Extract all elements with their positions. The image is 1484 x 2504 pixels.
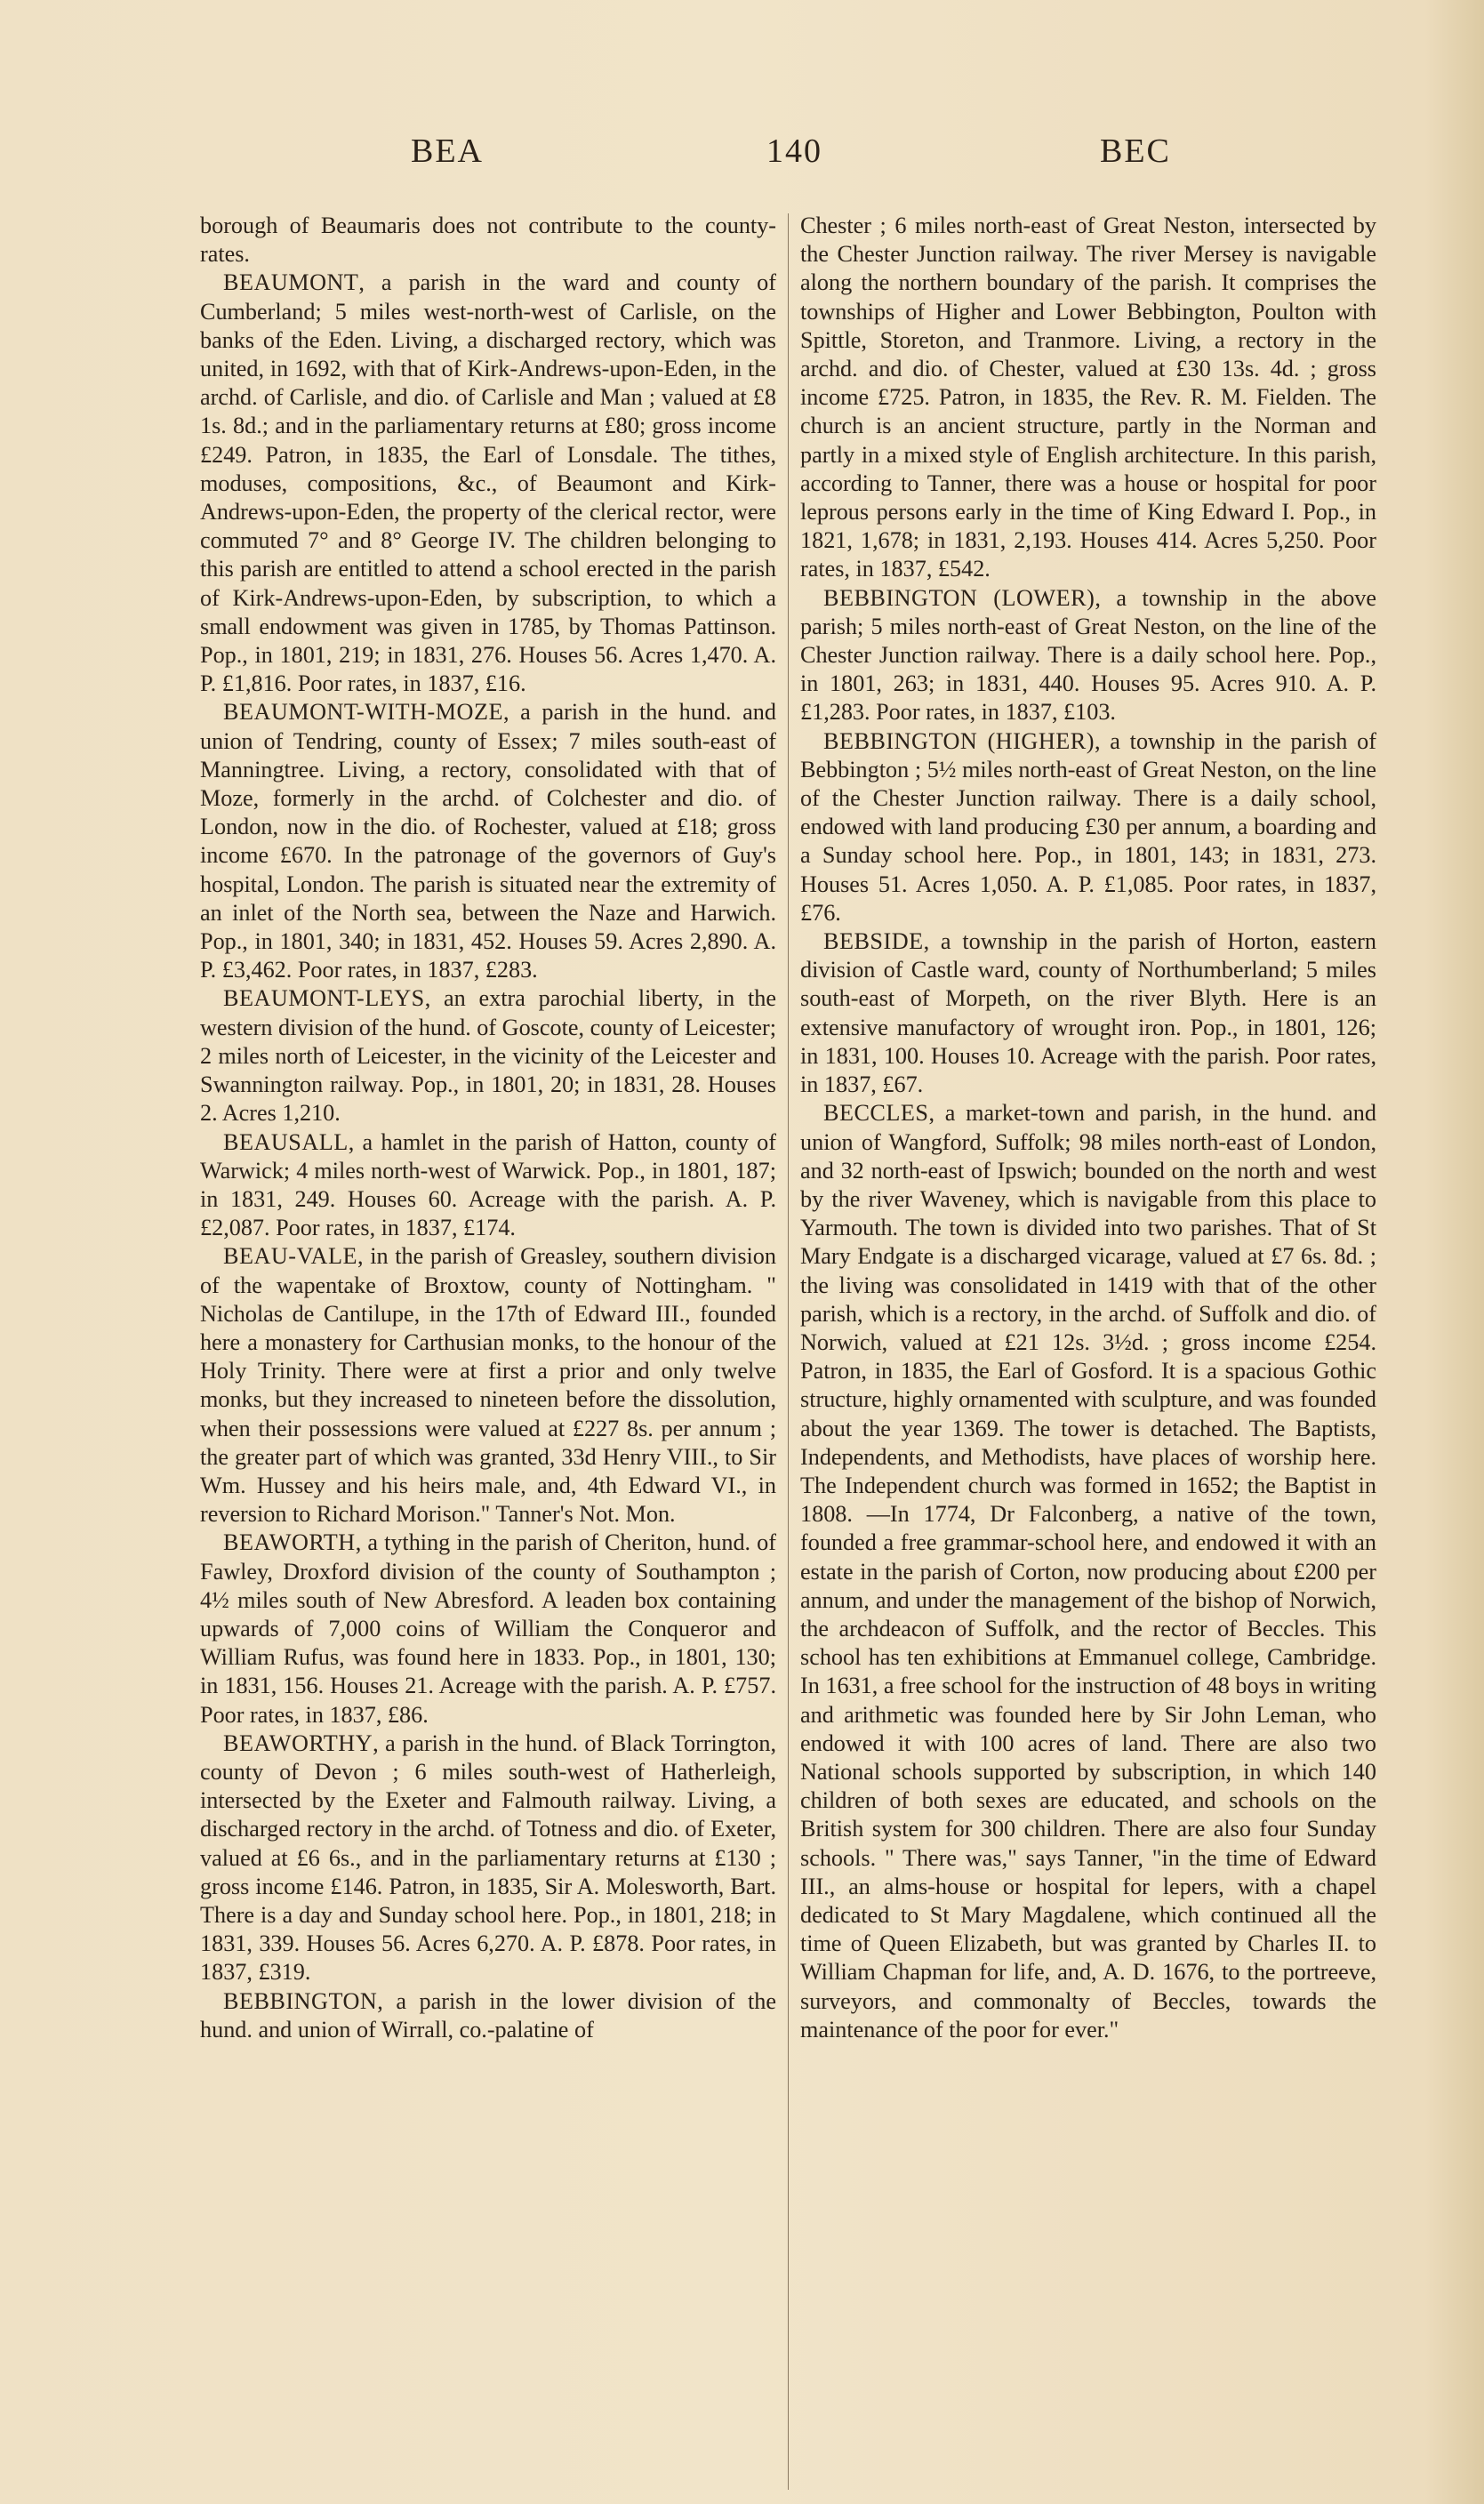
entry-heading: BEAU-VALE [223,1243,357,1270]
gazetteer-entry [200,698,776,984]
entry-heading: BEAWORTH [223,1529,356,1556]
entry-heading: BECCLES [823,1100,929,1127]
gazetteer-entry [800,727,1376,927]
header-left-word: BEA [411,132,484,170]
entry-text: , a township in the parish of Bebbington ; 5½ miles north-east of Great Neston, on the line of the Chester Junction railway. There is a daily school, endowed with land producing £30 per annum, a boarding and a Sunday school here. Pop., in 1801, 143; in 1831, 273. Houses 51. Acres 1,050. A. P. £1,085. Poor rates, in 1837, £76. [800,727,1376,926]
gazetteer-entry: Chester ; 6 miles north-east of Great Neston, intersected by the Chester Junction railway. The river Mersey is navigable along the northern boundary of the parish. It comprises the townships of Higher and Lower Bebbington, Poulton with Spittle, Storeton, and Tranmore. Living, a rectory in the archd. and dio. of Chester, valued at £30 13s. 4d. ; gross income £725. Patron, in 1835, the Rev. R. M. Fielden. The church is an ancient structure, partly in the Norman and partly in a mixed style of English architecture. In this parish, according to Tanner, there was a house or hospital for poor leprous persons early in the time of King Edward I. Pop., in 1821, 1,678; in 1831, 2,193. Houses 414. Acres 5,250. Poor rates, in 1837, £542. [800,213,1376,582]
entry-text: , a market-town and parish, in the hund. and union of Wangford, Suffolk; 98 miles north-east of London, and 32 north-east of Ipswich; bounded on the north and west by the river Waveney, which is navigable from this place to Yarmouth. The town is divided into two parishes. That of St Mary Endgate is a discharged vicarage, valued at £7 6s. 8d. ; the living was consolidated in 1419 with that of the other parish, which is a rectory, in the archd. of Suffolk and dio. of Norwich, valued at £21 12s. 3½d. ; gross income £254. Patron, in 1835, the Earl of Gosford. It is a spacious Gothic structure, highly ornamented with sculpture, and was founded about the year 1369. The tower is detached. The Baptists, Independents, and Methodists, have places of worship here. The Independent church was formed in 1652; the Baptist in 1808. —In 1774, Dr Falconberg, a native of the town, founded a free grammar-school here, and endowed it with an estate in the parish of Corton, now producing about £200 per annum, and under the management of the bishop of Norwich, the archdeacon of Suffolk, and the rector of Beccles. This school has ten exhibitions at Emmanuel college, Cambridge. In 1631, a free school for the instruction of 48 boys in writing and arithmetic was founded here by Sir John Leman, who endowed it with 100 acres of land. There are also two National schools supported by subscription, in which 140 children of both sexes are educated, and schools on the British system for 300 children. There are also four Sunday schools. " There was," says Tanner, "in the time of Edward III., an alms-house or hospital for lepers, with a chapel dedicated to St Mary Magdalene, which continued all the time of Queen Elizabeth, but was granted by Charles II. to William Chapman for life, and, A. D. 1676, to the portreeve, surveyors, and commonalty of Beccles, towards the maintenance of the poor for ever." [800,1100,1377,2043]
entry-heading: BEBBINGTON [223,1987,378,2014]
entry-heading: BEBBINGTON (HIGHER) [823,727,1095,754]
gazetteer-entry [200,984,776,1128]
gazetteer-entry [800,927,1376,1099]
gazetteer-entry [200,1128,776,1243]
entry-heading: BEAUMONT [223,269,359,296]
right-column [800,212,1376,2044]
gazetteer-entry [200,1529,776,1729]
gazetteer-entry: borough of Beaumaris does not contribute to the county-rates. [200,213,776,268]
gazetteer-entry [800,584,1376,727]
running-header [0,132,1484,176]
entry-text: , a township in the parish of Horton, eastern division of Castle ward, county of Northumberland; 5 miles south-east of Morpeth, on the river Blyth. Here is an extensive manufactory of wrought iron. Pop., in 1801, 126; in 1831, 100. Houses 10. Acreage with the parish. Poor rates, in 1837, £67. [800,928,1376,1098]
entry-text: , a parish in the hund. and union of Tendring, county of Essex; 7 miles south-east of Manningtree. Living, a rectory, consolidated with that of Moze, formerly in the archd. of Colchester and dio. of London, now in the dio. of Rochester, valued at £18; gross income £670. In the patronage of the governors of Guy's hospital, London. The parish is situated near the extremity of an inlet of the North sea, between the Naze and Harwich. Pop., in 1801, 340; in 1831, 452. Houses 59. Acres 2,890. A. P. £3,462. Poor rates, in 1837, £283. [200,699,776,983]
page-number: 140 [766,132,822,170]
entry-heading: BEBBINGTON (LOWER) [823,584,1095,611]
entry-heading: BEBSIDE [823,928,924,955]
entry-text: , a tything in the parish of Cheriton, hund. of Fawley, Droxford division of the county of Southampton ; 4½ miles south of New Abresford. A leaden box containing upwards of 7,000 coins of William the Conqueror and William Rufus, was found here in 1833. Pop., in 1801, 130; in 1831, 156. Houses 21. Acreage with the parish. A. P. £757. Poor rates, in 1837, £86. [200,1529,776,1728]
header-right-word: BEC [1100,132,1171,170]
column-divider [788,213,789,2490]
gazetteer-entry [800,1099,1376,2044]
gazetteer-entry [200,1987,776,2044]
entry-heading: BEAWORTHY [223,1730,373,1756]
gazetteer-entry [200,269,776,698]
entry-text: , an extra parochial liberty, in the western division of the hund. of Goscote, county of Leicester; 2 miles north of Leicester, in the vicinity of the Leicester and Swannington railway. Pop., in 1801, 20; in 1831, 28. Houses 2. Acres 1,210. [200,985,776,1127]
entry-text: , a township in the above parish; 5 miles north-east of Great Neston, on the line of the Chester Junction railway. There is a daily school here. Pop., in 1801, 263; in 1831, 440. Houses 95. Acres 910. A. P. £1,283. Poor rates, in 1837, £103. [800,584,1376,726]
entry-text: , in the parish of Greasley, southern division of the wapentake of Broxtow, county of Nottingham. " Nicholas de Cantilupe, in the 17th of Edward III., founded here a monastery for Carthusian monks, to the honour of the Holy Trinity. There were at first a prior and only twelve monks, but they increased to nineteen before the dissolution, when their possessions were valued at £227 8s. per annum ; the greater part of which was granted, 33d Henry VIII., to Sir Wm. Hussey and his heirs male, and, 4th Edward VI., in reversion to Richard Morison." Tanner's Not. Mon. [200,1243,776,1528]
entry-text: , a parish in the lower division of the hund. and union of Wirrall, co.-palatine of [200,1987,776,2043]
entry-text: , a hamlet in the parish of Hatton, county of Warwick; 4 miles north-west of Warwick. Pop., in 1801, 187; in 1831, 249. Houses 60. Acreage with the parish. A. P. £2,087. Poor rates, in 1837, £174. [200,1128,776,1241]
entry-text: , a parish in the hund. of Black Torrington, county of Devon ; 6 miles south-west of Hatherleigh, intersected by the Exeter and Falmouth railway. Living, a discharged rectory in the archd. of Totness and dio. of Exeter, valued at £6 6s., and in the parliamentary returns at £130 ; gross income £146. Patron, in 1835, Sir A. Molesworth, Bart. There is a day and Sunday school here. Pop., in 1801, 218; in 1831, 339. Houses 56. Acres 6,270. A. P. £878. Poor rates, in 1837, £319. [200,1730,776,1986]
entry-heading: BEAUSALL [223,1128,349,1155]
gazetteer-entry [200,1730,776,1987]
gazetteer-entry [200,1242,776,1529]
entry-heading: BEAUMONT-LEYS [223,985,425,1012]
entry-heading: BEAUMONT-WITH-MOZE [223,699,503,726]
entry-text: , a parish in the ward and county of Cumberland; 5 miles west-north-west of Carlisle, on the banks of the Eden. Living, a discharged rectory, which was united, in 1692, with that of Kirk-Andrews-upon-Eden, in the archd. of Carlisle, and dio. of Carlisle and Man ; valued at £8 1s. 8d.; and in the parliamentary returns at £80; gross income £249. Patron, in 1835, the Earl of Lonsdale. The tithes, moduses, compositions, &c., of Beaumont and Kirk-Andrews-upon-Eden, the property of the clerical rector, were commuted 7° and 8° George IV. The children belonging to this parish are entitled to attend a school erected in the parish of Kirk-Andrews-upon-Eden, by subscription, to which a small endowment was given in 1785, by Thomas Pattinson. Pop., in 1801, 219; in 1831, 276. Houses 56. Acres 1,470. A. P. £1,816. Poor rates, in 1837, £16. [200,269,776,697]
left-column [200,212,776,2044]
